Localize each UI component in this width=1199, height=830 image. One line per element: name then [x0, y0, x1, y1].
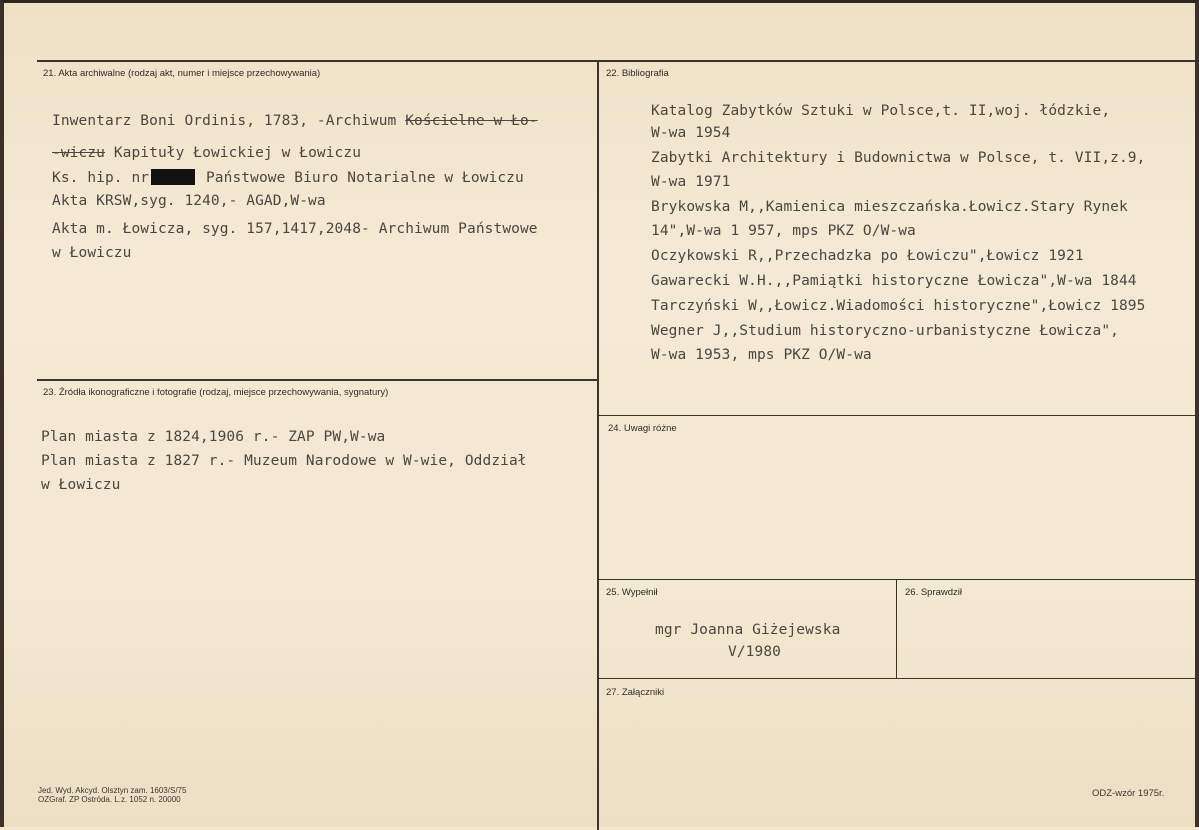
section-25-label: 25. Wypełnił	[606, 587, 658, 598]
s22-line-6: 14",W-wa 1 957, mps PKZ O/W-wa	[651, 223, 916, 239]
s21-line-4: Akta KRSW,syg. 1240,- AGAD,W-wa	[52, 193, 326, 209]
printer-info-line-1: Jed. Wyd. Akcyd. Olsztyn zam. 1603/S/75	[38, 786, 187, 795]
form-template-id: ODZ-wzór 1975r.	[1092, 788, 1165, 799]
printer-info-line-2: OZGraf. ZP Ostróda. L.z. 1052 n. 20000	[38, 795, 181, 804]
section-27-label: 27. Załączniki	[606, 687, 665, 698]
s21-line-3-text-a: Ks. hip. nr	[52, 170, 150, 186]
section-23-label: 23. Źródła ikonograficzne i fotografie (rodzaj, miejsce przechowywania, sygnatury)	[43, 387, 389, 398]
divider-25-26	[896, 579, 897, 678]
s21-line-3-text-b: Państwowe Biuro Notarialne w Łowiczu	[197, 170, 524, 186]
s22-line-11: W-wa 1953, mps PKZ O/W-wa	[651, 347, 872, 363]
s23-line-3: w Łowiczu	[41, 477, 121, 493]
top-rule	[37, 60, 1199, 62]
s23-line-1: Plan miasta z 1824,1906 r.- ZAP PW,W-wa	[41, 429, 386, 445]
s21-line-2	[52, 145, 361, 161]
s22-line-9: Tarczyński W,,Łowicz.Wiadomości historyczne",Łowicz 1895	[651, 298, 1146, 314]
right-divider-25	[598, 579, 1199, 580]
section-24-label: 24. Uwagi różne	[608, 423, 677, 434]
s22-line-5: Brykowska M,,Kamienica mieszczańska.Łowicz.Stary Rynek	[651, 199, 1128, 215]
filled-by-name: mgr Joanna Giżejewska	[655, 622, 841, 638]
s22-line-8: Gawarecki W.H.,,Pamiątki historyczne Łowicza",W-wa 1844	[651, 273, 1137, 289]
s22-line-4: W-wa 1971	[651, 174, 731, 190]
s22-line-3: Zabytki Architektury i Budownictwa w Polsce, t. VII,z.9,	[651, 150, 1146, 166]
s21-line-2-struck: -wiczu	[52, 145, 105, 161]
s22-line-1: Katalog Zabytków Sztuki w Polsce,t. II,woj. łódzkie,	[651, 103, 1111, 119]
right-divider-27	[598, 678, 1199, 679]
s22-line-2: W-wa 1954	[651, 125, 731, 141]
filled-by-date: V/1980	[728, 644, 781, 660]
right-divider-24	[598, 415, 1199, 416]
section-21-label: 21. Akta archiwalne (rodzaj akt, numer i miejsce przechowywania)	[43, 68, 321, 79]
s21-line-5: Akta m. Łowicza, syg. 157,1417,2048- Archiwum Państwowe	[52, 221, 538, 237]
redaction-block	[151, 169, 195, 185]
s23-line-2: Plan miasta z 1827 r.- Muzeum Narodowe w W-wie, Oddział	[41, 453, 527, 469]
left-section-divider	[37, 379, 598, 381]
s21-line-3	[52, 169, 524, 186]
center-divider	[597, 60, 599, 830]
s22-line-7: Oczykowski R,,Przechadzka po Łowiczu",Łowicz 1921	[651, 248, 1084, 264]
s21-line-1-struck: Kościelne w Ło-	[405, 113, 538, 129]
section-22-label: 22. Bibliografia	[606, 68, 669, 79]
s21-line-2-text: Kapituły Łowickiej w Łowiczu	[104, 145, 362, 161]
section-26-label: 26. Sprawdził	[905, 587, 963, 598]
s21-line-1-text: Inwentarz Boni Ordinis, 1783, -Archiwum	[52, 113, 406, 129]
s21-line-1	[52, 113, 538, 129]
s22-line-10: Wegner J,,Studium historyczno-urbanistyczne Łowicza",	[651, 323, 1119, 339]
s21-line-6: w Łowiczu	[52, 245, 132, 261]
